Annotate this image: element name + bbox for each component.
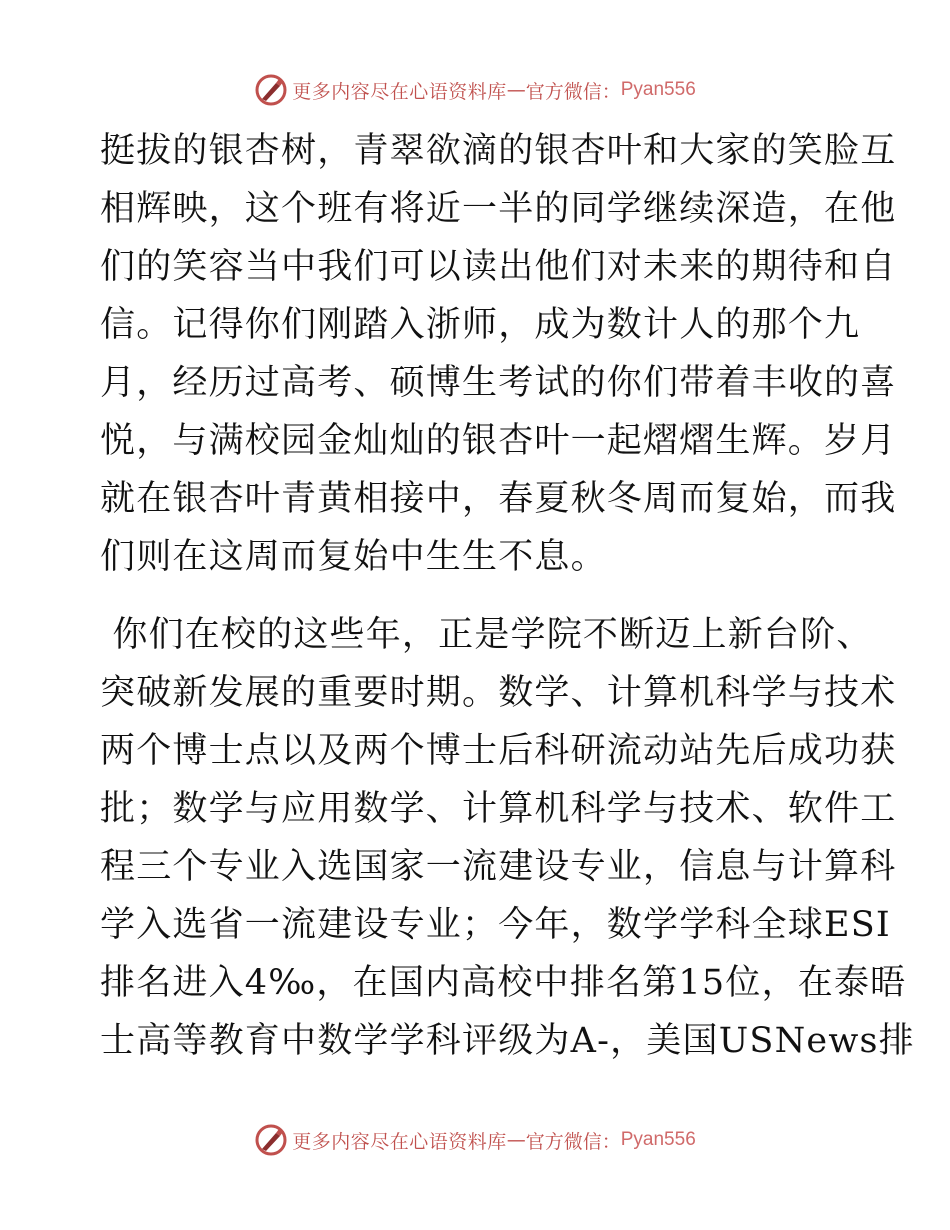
text-line: 悦，与满校园金灿灿的银杏叶一起熠熠生辉。岁月 — [100, 421, 897, 461]
footer-dash: — — [506, 1129, 526, 1151]
pen-logo-icon — [254, 1123, 288, 1157]
footer-wechat-label: 官方微信： — [525, 1130, 621, 1153]
text-line: 程三个专业入选国家一流建设专业，信息与计算科 — [100, 847, 897, 887]
footer-banner — [0, 1120, 950, 1160]
text-line: 两个博士点以及两个博士后科研流动站先后成功获 — [100, 731, 897, 771]
document-body — [100, 122, 915, 1070]
pen-logo-icon — [254, 73, 288, 107]
header-banner-text: 更多内容尽在心语资料库 — [292, 80, 507, 103]
paragraph-2 — [100, 606, 915, 1070]
paragraph-1 — [100, 122, 897, 586]
header-wechat-label: 官方微信： — [525, 80, 621, 103]
text-line: 们则在这周而复始中生生不息。 — [100, 537, 607, 577]
header-wechat-id: Pyan556 — [620, 79, 696, 100]
header-dash: — — [506, 79, 526, 101]
text-line: 学入选省一流建设专业；今年，数学学科全球ESI — [100, 905, 891, 945]
text-line: 排名进入4‰，在国内高校中排名第15位，在泰晤 — [100, 963, 907, 1003]
text-line: 士高等教育中数学学科评级为A-，美国USNews排 — [100, 1021, 915, 1061]
text-line: 你们在校的这些年，正是学院不断迈上新台阶、 — [100, 615, 873, 655]
text-line: 挺拔的银杏树，青翠欲滴的银杏叶和大家的笑脸互 — [100, 131, 897, 171]
text-line: 批；数学与应用数学、计算机科学与技术、软件工 — [100, 789, 897, 829]
header-banner — [0, 70, 950, 110]
footer-banner-text: 更多内容尽在心语资料库 — [292, 1130, 507, 1153]
text-line: 就在银杏叶青黄相接中，春夏秋冬周而复始，而我 — [100, 479, 897, 519]
text-line: 相辉映，这个班有将近一半的同学继续深造，在他 — [100, 189, 897, 229]
text-line: 们的笑容当中我们可以读出他们对未来的期待和自 — [100, 247, 897, 287]
text-line: 月，经历过高考、硕博生考试的你们带着丰收的喜 — [100, 363, 897, 403]
text-line: 突破新发展的重要时期。数学、计算机科学与技术 — [100, 673, 897, 713]
text-line: 信。记得你们刚踏入浙师，成为数计人的那个九 — [100, 305, 861, 345]
footer-wechat-id: Pyan556 — [620, 1129, 696, 1150]
